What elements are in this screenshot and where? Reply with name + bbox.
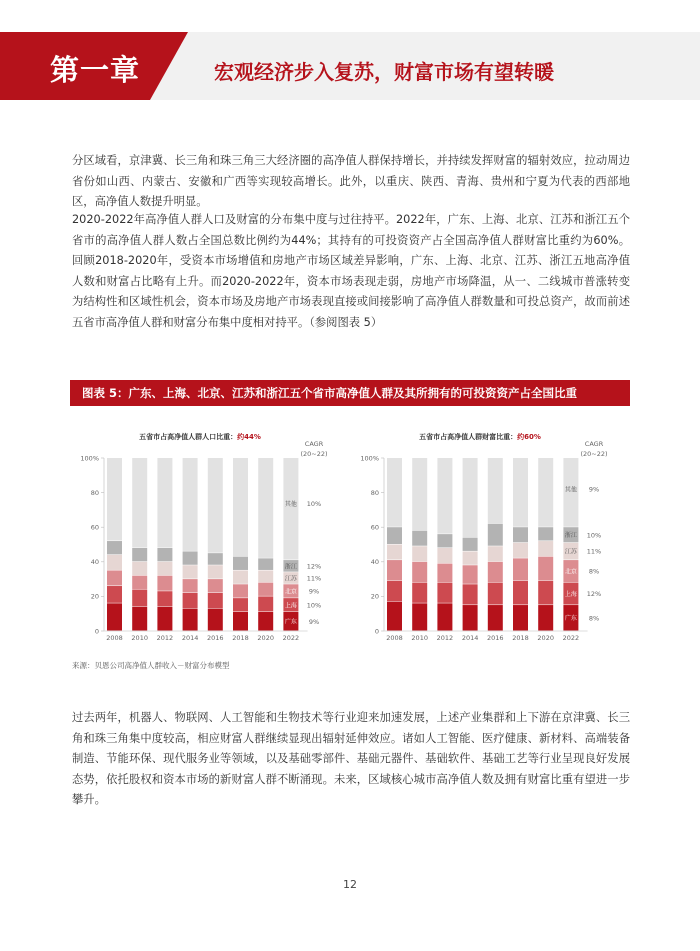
bar-segment bbox=[488, 546, 503, 561]
cagr-value: 9% bbox=[308, 587, 320, 596]
bar-segment bbox=[258, 558, 273, 570]
bar-segment bbox=[538, 605, 553, 630]
y-tick-label: 40 bbox=[90, 558, 99, 567]
bar-segment bbox=[208, 609, 223, 631]
segment-label: 江苏 bbox=[564, 548, 577, 556]
bar-segment bbox=[132, 458, 147, 547]
bar-segment bbox=[258, 570, 273, 582]
segment-label: 上海 bbox=[284, 602, 297, 610]
segment-label: 江苏 bbox=[284, 575, 297, 583]
bar-segment bbox=[437, 458, 452, 534]
cagr-value: 10% bbox=[306, 500, 322, 509]
bar-segment bbox=[233, 570, 248, 583]
bar-segment bbox=[208, 553, 223, 565]
bar-segment bbox=[157, 562, 172, 575]
cagr-value: 10% bbox=[306, 601, 322, 610]
bar-segment bbox=[437, 603, 452, 630]
bar-segment bbox=[488, 605, 503, 630]
x-tick-label: 2010 bbox=[411, 634, 428, 642]
bar-segment bbox=[233, 584, 248, 597]
bar-segment bbox=[132, 607, 147, 631]
y-tick-label: 40 bbox=[370, 558, 379, 567]
bar-segment bbox=[183, 565, 198, 578]
bar-segment bbox=[538, 557, 553, 581]
bar-segment bbox=[412, 603, 427, 630]
bar-segment bbox=[412, 562, 427, 582]
bar-segment bbox=[412, 583, 427, 603]
segment-label: 广东 bbox=[284, 618, 297, 626]
bar-segment bbox=[513, 527, 528, 542]
bar-segment bbox=[183, 609, 198, 631]
bar-segment bbox=[233, 557, 248, 570]
chart-population-svg bbox=[70, 418, 350, 650]
bar-segment bbox=[183, 551, 198, 564]
bar-segment bbox=[132, 562, 147, 575]
bar-segment bbox=[107, 586, 122, 603]
bar-segment bbox=[538, 541, 553, 556]
bar-segment bbox=[233, 598, 248, 611]
bar-segment bbox=[538, 458, 553, 527]
figure-source: 来源：贝恩公司高净值人群收入－财富分布模型 bbox=[72, 661, 230, 670]
x-tick-label: 2020 bbox=[257, 634, 274, 642]
bar-segment bbox=[107, 570, 122, 585]
bar-segment bbox=[463, 538, 478, 551]
bar-segment bbox=[437, 534, 452, 547]
segment-label: 浙江 bbox=[564, 532, 577, 540]
chart-title-highlight: 约44% bbox=[237, 433, 261, 441]
bar-segment bbox=[157, 548, 172, 561]
y-tick-label: 100% bbox=[360, 454, 379, 463]
bar-segment bbox=[183, 458, 198, 551]
page-number: 12 bbox=[343, 878, 357, 891]
bar-segment bbox=[463, 605, 478, 630]
bar-segment bbox=[488, 583, 503, 605]
bar-segment bbox=[107, 555, 122, 570]
chart-population bbox=[70, 418, 350, 650]
x-tick-label: 2018 bbox=[512, 634, 529, 642]
x-tick-label: 2016 bbox=[207, 634, 224, 642]
bar-segment bbox=[412, 458, 427, 530]
segment-label: 北京 bbox=[564, 568, 577, 576]
cagr-value: 11% bbox=[586, 547, 602, 556]
y-tick-label: 20 bbox=[90, 592, 99, 601]
paragraph-outlook: 过去两年，机器人、物联网、人工智能和生物技术等行业迎来加速发展，上述产业集群和上下游在京津冀、长三角和珠三角集中度较高，相应财富人群继续显现出辐射延伸效应。诸如人工智能、医疗健康、新材料、高端装备制造、节能环保、现代服务业等领域，以及基础零部件、基础元器件、基础软件、基础工艺等行业呈现良好发展态势，依托股权和资本市场的新财富人群不断涌现。未来，区域核心城市高净值人数及拥有财富比重有望进一步攀升。 bbox=[72, 711, 630, 806]
bar-segment bbox=[208, 565, 223, 578]
bar-segment bbox=[387, 581, 402, 601]
bar-segment bbox=[463, 584, 478, 604]
segment-label: 其他 bbox=[564, 486, 577, 494]
figure-title-bar bbox=[70, 380, 630, 406]
chart-title bbox=[419, 432, 541, 441]
bar-segment bbox=[258, 612, 273, 631]
y-tick-label: 0 bbox=[94, 627, 99, 636]
bar-segment bbox=[437, 564, 452, 583]
bar-segment bbox=[488, 458, 503, 523]
bar-segment bbox=[208, 579, 223, 592]
cagr-value: 11% bbox=[306, 574, 322, 583]
bar-segment bbox=[513, 558, 528, 580]
x-tick-label: 2022 bbox=[562, 634, 580, 642]
y-tick-label: 60 bbox=[370, 523, 379, 532]
x-tick-label: 2008 bbox=[106, 634, 123, 642]
bar-segment bbox=[233, 612, 248, 631]
bar-segment bbox=[208, 593, 223, 608]
bar-segment bbox=[488, 562, 503, 582]
bar-segment bbox=[233, 458, 248, 556]
cagr-value: 9% bbox=[588, 485, 600, 494]
y-tick-label: 60 bbox=[90, 523, 99, 532]
bar-segment bbox=[538, 527, 553, 540]
bar-segment bbox=[132, 576, 147, 589]
bar-segment bbox=[157, 591, 172, 606]
segment-label: 其他 bbox=[284, 501, 297, 509]
bar-segment bbox=[258, 596, 273, 611]
bar-segment bbox=[387, 527, 402, 544]
x-tick-label: 2014 bbox=[181, 634, 199, 642]
bar-segment bbox=[183, 579, 198, 592]
segment-label: 北京 bbox=[284, 588, 297, 596]
y-tick-label: 0 bbox=[374, 627, 379, 636]
bar-segment bbox=[157, 576, 172, 591]
bar-segment bbox=[387, 458, 402, 527]
bar-segment bbox=[513, 581, 528, 605]
bar-segment bbox=[132, 548, 147, 561]
cagr-value: 8% bbox=[588, 567, 600, 576]
bar-segment bbox=[107, 603, 122, 630]
chapter-banner bbox=[0, 0, 700, 100]
y-tick-label: 100% bbox=[80, 454, 99, 463]
bar-segment bbox=[437, 548, 452, 563]
cagr-header: CAGR bbox=[304, 440, 324, 448]
x-tick-label: 2022 bbox=[282, 634, 300, 642]
segment-label: 广东 bbox=[564, 615, 577, 623]
chart-title-prefix: 五省市占高净值人群财富比重： bbox=[419, 433, 518, 441]
bar-segment bbox=[157, 458, 172, 547]
paragraph-regional: 分区域看，京津冀、长三角和珠三角三大经济圈的高净值人群保持增长，并持续发挥财富的辐射效应，拉动周边省份如山西、内蒙古、安徽和广西等实现较高增长。此外，以重庆、陕西、青海、贵州和宁夏为代表的西部地区，高净值人数提升明显。 bbox=[72, 154, 630, 208]
bar-segment bbox=[463, 551, 478, 564]
cagr-header: CAGR bbox=[584, 440, 604, 448]
cagr-subheader: (20~22) bbox=[300, 450, 328, 458]
bar-segment bbox=[208, 458, 223, 553]
bar-segment bbox=[463, 565, 478, 584]
cagr-value: 10% bbox=[586, 531, 602, 540]
bar-segment bbox=[107, 458, 122, 541]
cagr-value: 12% bbox=[586, 590, 602, 599]
chart-title bbox=[139, 432, 261, 441]
bar-segment bbox=[513, 458, 528, 527]
x-tick-label: 2014 bbox=[461, 634, 479, 642]
bar-segment bbox=[488, 524, 503, 546]
bar-segment bbox=[132, 589, 147, 606]
paragraph-distribution: 2020-2022年高净值人群人口及财富的分布集中度与过往持平。2022年，广东、上海、北京、江苏和浙江五个省市的高净值人群人数占全国总数比例约为44%；其持有的可投资资产占全国高净值人群财富比重约为60%。回顾2018-2020年，受资本市场增值和房地产市场区域差异影响，广东、上海、北京、江苏、浙江五地高净值人数和财富占比略有上升。而2020-2022年，资本市场表现走弱，房地产市场降温，从一、二线城市普涨转变为结构性和区域性机会，资本市场及房地产市场表现直接或间接影响了高净值人群数量和可投总资产，故而前述五省市高净值人群和财富分布集中度相对持平。（参阅图表 5） bbox=[72, 213, 630, 329]
bar-segment bbox=[412, 546, 427, 561]
bar-segment bbox=[538, 581, 553, 605]
cagr-subheader: (20~22) bbox=[580, 450, 608, 458]
bar-segment bbox=[107, 541, 122, 554]
bar-segment bbox=[183, 593, 198, 608]
y-tick-label: 80 bbox=[90, 488, 99, 497]
cagr-value: 12% bbox=[306, 562, 322, 571]
chart-wealth bbox=[350, 418, 630, 650]
bar-segment bbox=[283, 458, 298, 560]
segment-label: 浙江 bbox=[284, 563, 297, 571]
x-tick-label: 2012 bbox=[436, 634, 454, 642]
chart-wealth-svg bbox=[350, 418, 630, 650]
bar-segment bbox=[387, 560, 402, 580]
segment-label: 上海 bbox=[564, 591, 577, 599]
bar-segment bbox=[157, 607, 172, 631]
x-tick-label: 2020 bbox=[537, 634, 554, 642]
bar-segment bbox=[258, 458, 273, 558]
chart-title-prefix: 五省市占高净值人群人口比重： bbox=[139, 433, 238, 441]
y-tick-label: 80 bbox=[370, 488, 379, 497]
bar-segment bbox=[513, 543, 528, 558]
figure-title: 图表 5：广东、上海、北京、江苏和浙江五个省市高净值人群及其所拥有的可投资资产占全国比重 bbox=[82, 386, 578, 400]
bar-segment bbox=[387, 545, 402, 560]
x-tick-label: 2016 bbox=[487, 634, 504, 642]
bar-segment bbox=[412, 531, 427, 546]
chapter-label: 第一章 bbox=[50, 53, 141, 87]
cagr-value: 9% bbox=[308, 617, 320, 626]
x-tick-label: 2010 bbox=[131, 634, 148, 642]
bar-segment bbox=[387, 602, 402, 631]
y-tick-label: 20 bbox=[370, 592, 379, 601]
x-tick-label: 2008 bbox=[386, 634, 403, 642]
chart-title-highlight: 约60% bbox=[517, 433, 541, 441]
x-tick-label: 2012 bbox=[156, 634, 174, 642]
cagr-value: 8% bbox=[588, 614, 600, 623]
bar-segment bbox=[437, 583, 452, 603]
bar-segment bbox=[463, 458, 478, 537]
bar-segment bbox=[513, 605, 528, 630]
x-tick-label: 2018 bbox=[232, 634, 249, 642]
chapter-title: 宏观经济步入复苏，财富市场有望转暖 bbox=[214, 60, 554, 84]
bar-segment bbox=[258, 583, 273, 596]
